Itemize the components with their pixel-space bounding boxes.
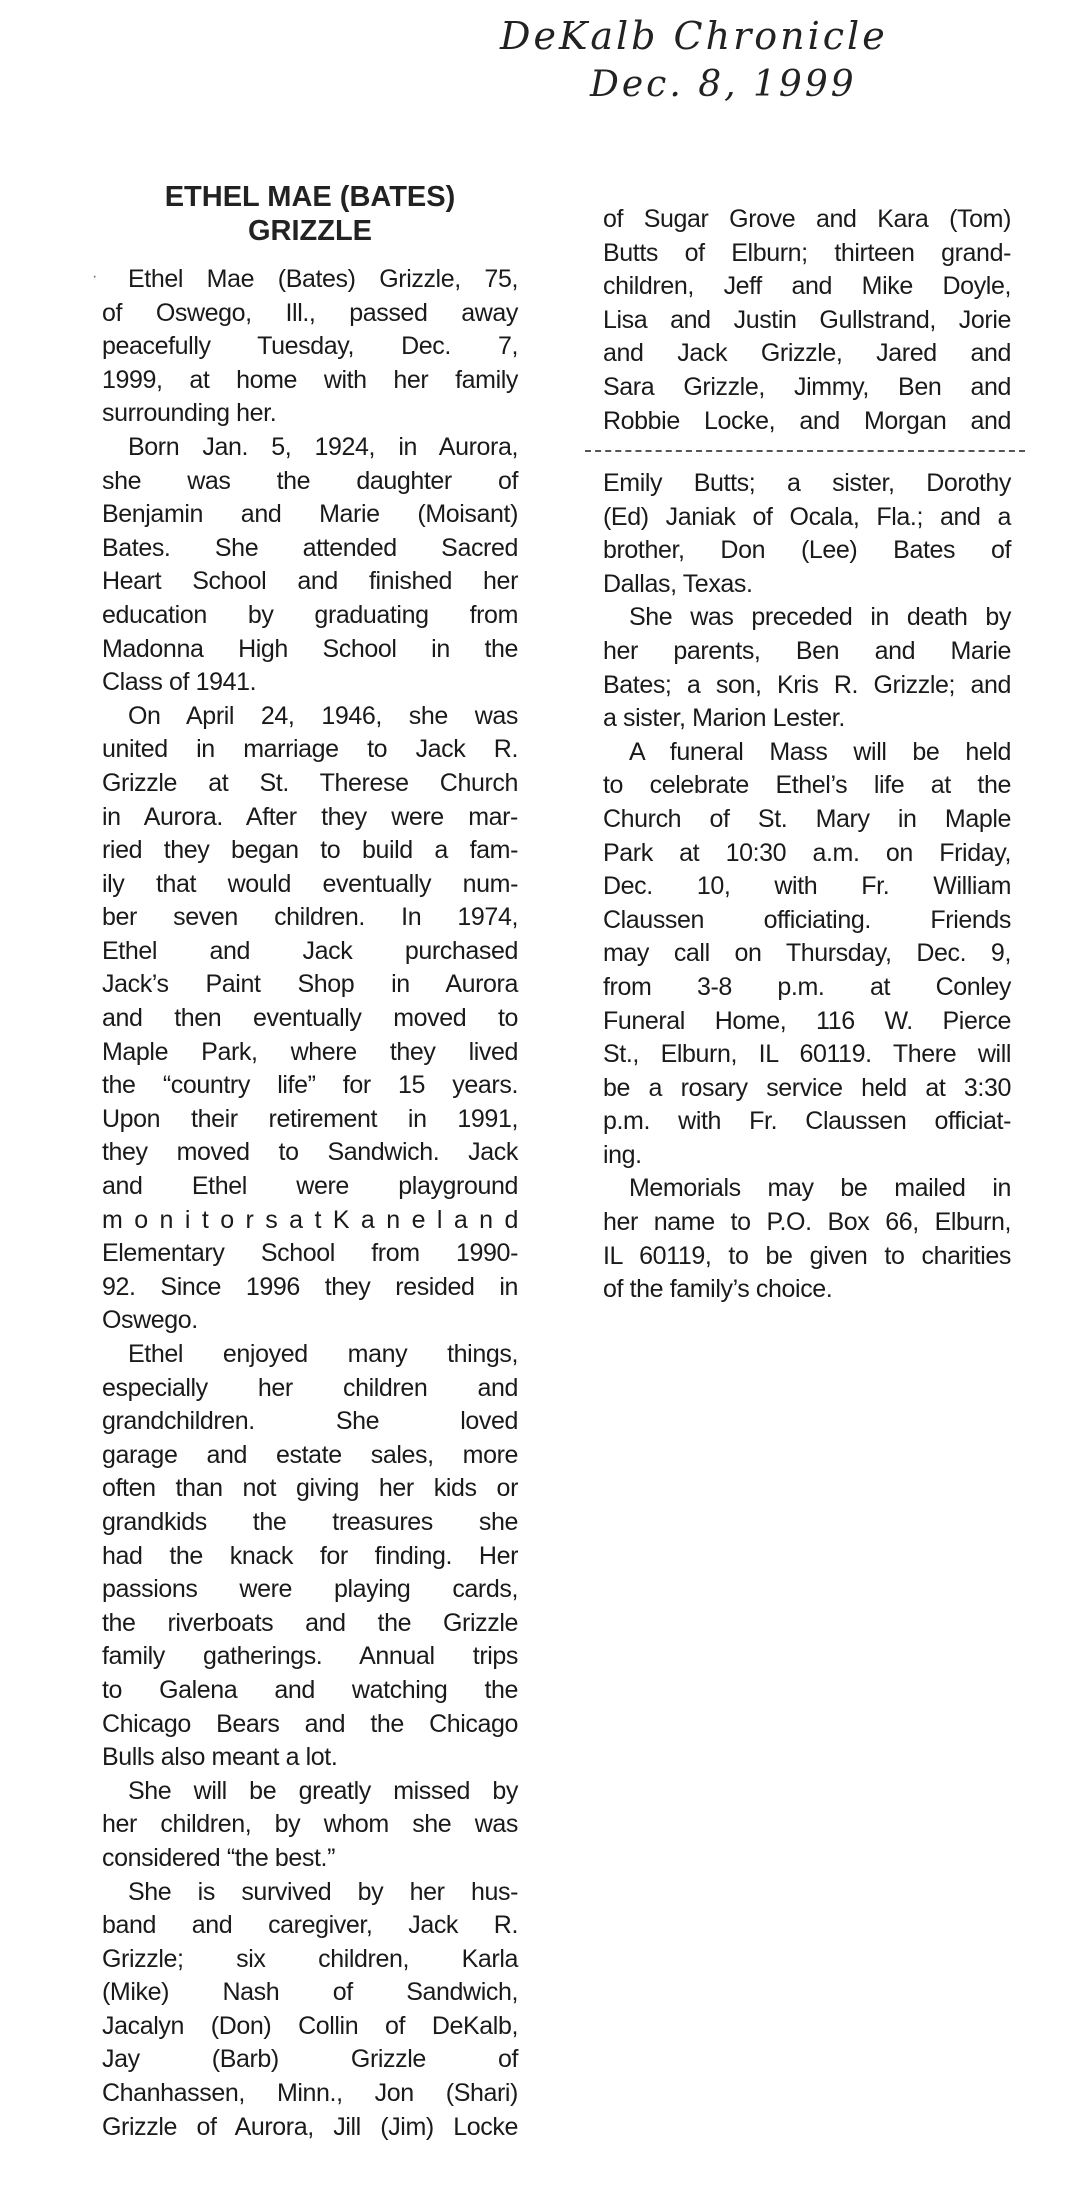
text-line: band and caregiver, Jack R. [102, 1911, 518, 1940]
text-line: A funeral Mass will be held [629, 737, 1011, 766]
text-line: Chanhassen, Minn., Jon (Shari) [102, 2079, 518, 2108]
text-line: Ethel Mae (Bates) Grizzle, 75, [128, 265, 518, 293]
right-column-bottom [603, 467, 1011, 1307]
text-line: Robbie Locke, and Morgan and [603, 406, 1011, 435]
text-line: may call on Thursday, Dec. 9, [603, 939, 1011, 968]
text-line: of Oswego, Ill., passed away [102, 298, 518, 327]
text-line: her children, by whom she was [102, 1810, 518, 1839]
text-line: Butts of Elburn; thirteen grand- [603, 238, 1011, 267]
column-divider-rule [585, 450, 1025, 452]
text-line: IL 60119, to be given to charities [603, 1241, 1011, 1270]
text-line: Funeral Home, 116 W. Pierce [603, 1006, 1011, 1035]
text-line: Dec. 10, with Fr. William [603, 872, 1011, 901]
text-line: had the knack for finding. Her [102, 1541, 518, 1570]
text-line: Memorials may be mailed in [629, 1174, 1011, 1203]
text-line: especially her children and [102, 1373, 518, 1402]
text-line: ber seven children. In 1974, [102, 903, 518, 932]
text-line: Madonna High School in the [102, 634, 518, 663]
left-column [102, 263, 518, 2144]
text-line: to celebrate Ethel’s life at the [603, 771, 1011, 800]
text-line: Emily Butts; a sister, Dorothy [603, 469, 1011, 497]
text-line: Upon their retirement in 1991, [102, 1104, 518, 1133]
handwritten-publication-note: DeKalb Chronicle [500, 14, 888, 58]
text-line: and Ethel were playground [102, 1172, 518, 1201]
text-line: grandchildren. She loved [102, 1407, 518, 1436]
text-line: a sister, Marion Lester. [603, 704, 845, 733]
text-line: Chicago Bears and the Chicago [102, 1709, 518, 1738]
headline-line-1: ETHEL MAE (BATES) [164, 181, 456, 213]
text-line: (Mike) Nash of Sandwich, [102, 1978, 518, 2007]
text-line: Heart School and finished her [102, 567, 518, 596]
text-line: Park at 10:30 a.m. on Friday, [603, 838, 1011, 867]
text-line: Maple Park, where they lived [102, 1037, 518, 1066]
text-line: the riverboats and the Grizzle [102, 1608, 518, 1637]
text-line: often than not giving her kids or [102, 1474, 518, 1503]
text-line: St., Elburn, IL 60119. There will [603, 1040, 1011, 1069]
text-line: garage and estate sales, more [102, 1440, 518, 1469]
text-line: Sara Grizzle, Jimmy, Ben and [603, 372, 1011, 401]
scan-speck: · [92, 268, 98, 285]
text-line: Class of 1941. [102, 668, 257, 697]
text-line: brother, Don (Lee) Bates of [603, 536, 1011, 565]
text-line: passions were playing cards, [102, 1575, 518, 1604]
text-line: On April 24, 1946, she was [128, 701, 518, 730]
text-line: Oswego. [102, 1306, 198, 1335]
text-line: Bulls also meant a lot. [102, 1743, 338, 1772]
text-line: to Galena and watching the [102, 1675, 518, 1704]
text-line: She was preceded in death by [629, 603, 1011, 632]
text-line: her name to P.O. Box 66, Elburn, [603, 1208, 1011, 1237]
text-line: children, Jeff and Mike Doyle, [603, 272, 1011, 301]
text-line: Claussen officiating. Friends [603, 905, 1011, 934]
text-line: Born Jan. 5, 1924, in Aurora, [128, 432, 518, 461]
text-line: of Sugar Grove and Kara (Tom) [603, 205, 1011, 233]
text-line: the “country life” for 15 years. [102, 1071, 518, 1100]
text-line: united in marriage to Jack R. [102, 735, 518, 764]
text-line: family gatherings. Annual trips [102, 1642, 518, 1671]
text-line: Jack’s Paint Shop in Aurora [102, 970, 518, 999]
text-line: and Jack Grizzle, Jared and [603, 339, 1011, 368]
headline-line-2: GRIZZLE [247, 215, 373, 247]
text-line: Grizzle at St. Therese Church [102, 768, 518, 797]
text-line: education by graduating from [102, 600, 518, 629]
text-line: Bates; a son, Kris R. Grizzle; and [603, 670, 1011, 699]
text-line: her parents, Ben and Marie [603, 636, 1011, 665]
text-line: from 3-8 p.m. at Conley [603, 972, 1011, 1001]
text-line: surrounding her. [102, 399, 277, 428]
text-line: in Aurora. After they were mar- [102, 802, 518, 831]
text-line: Jacalyn (Don) Collin of DeKalb, [102, 2011, 518, 2040]
text-line: 92. Since 1996 they resided in [102, 1272, 518, 1301]
text-line: Bates. She attended Sacred [102, 533, 518, 562]
text-line: Grizzle; six children, Karla [102, 1944, 518, 1973]
text-line: ing. [603, 1140, 642, 1169]
text-line: Dallas, Texas. [603, 569, 753, 598]
text-line: ried they began to build a fam- [102, 836, 518, 865]
text-line: they moved to Sandwich. Jack [102, 1138, 518, 1167]
text-line: Grizzle of Aurora, Jill (Jim) Locke [102, 2112, 518, 2141]
text-line: Church of St. Mary in Maple [603, 804, 1011, 833]
right-column-top [603, 203, 1011, 438]
text-line: (Ed) Janiak of Ocala, Fla.; and a [603, 502, 1011, 531]
text-line: ily that would eventually num- [102, 869, 518, 898]
text-line: She is survived by her hus- [128, 1877, 518, 1906]
text-line: grandkids the treasures she [102, 1507, 518, 1536]
text-line: She will be greatly missed by [128, 1776, 518, 1805]
text-line: m o n i t o r s a t K a n e l a n d [102, 1205, 518, 1234]
text-line: be a rosary service held at 3:30 [603, 1073, 1011, 1102]
text-line: Elementary School from 1990- [102, 1239, 518, 1268]
text-line: p.m. with Fr. Claussen officiat- [603, 1107, 1011, 1136]
text-line: Ethel and Jack purchased [102, 936, 518, 965]
text-line: 1999, at home with her family [102, 365, 518, 394]
text-line: Ethel enjoyed many things, [128, 1340, 518, 1368]
text-line: Benjamin and Marie (Moisant) [102, 500, 518, 529]
text-line: Jay (Barb) Grizzle of [102, 2045, 518, 2074]
obituary-headline [102, 180, 518, 248]
text-line: Lisa and Justin Gullstrand, Jorie [603, 305, 1011, 334]
text-line: peacefully Tuesday, Dec. 7, [102, 332, 518, 361]
text-line: considered “the best.” [102, 1843, 335, 1872]
text-line: of the family’s choice. [603, 1275, 833, 1304]
handwritten-date-note: Dec. 8, 1999 [590, 64, 857, 105]
text-line: and then eventually moved to [102, 1004, 518, 1033]
text-line: she was the daughter of [102, 466, 518, 495]
